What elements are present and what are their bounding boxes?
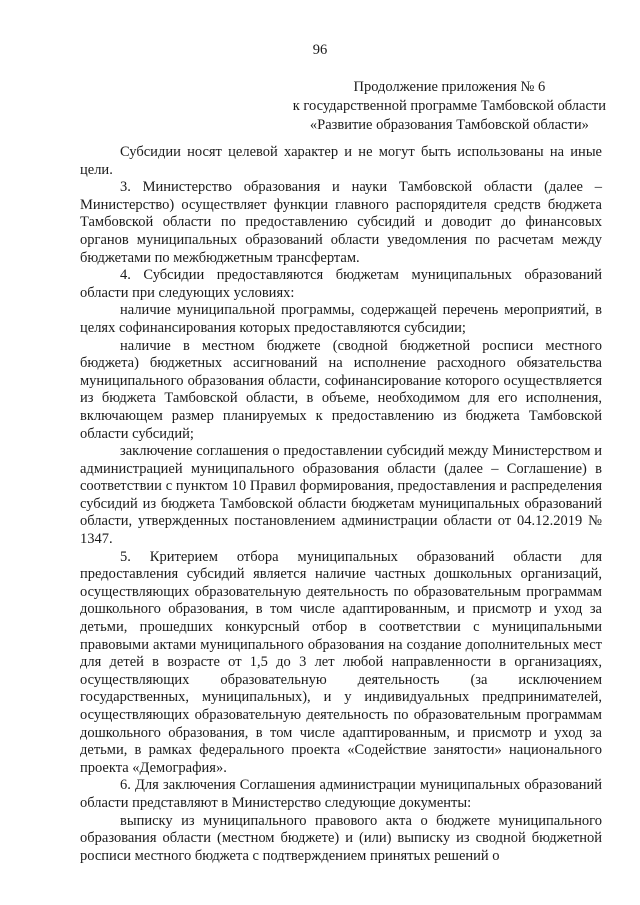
paragraph: 5. Критерием отбора муниципальных образований области для предоставления субсидий является наличие частных дошкольных организаций, осуществляющих образовательную деятельность по образовательным программам дошкольного образования, в том числе адаптированным, и присмотр и уход за детьми, прошедших конкурсный отбор в соответствии с муниципальными правовыми актами муниципального образования на создание дополнительных мест для детей в возрасте от 1,5 до 3 лет любой направленности в организациях, осуществляющих образовательную деятельность (за исключением государственных, муниципальных), и у индивидуальных предпринимателей, осуществляющих образовательную деятельность по образовательным программам дошкольного образования, в том числе адаптированным, и присмотр и уход за детьми, в рамках федерального проекта «Содействие занятости» национального проекта «Демография». xyxy=(80,548,602,776)
appendix-line-2: к государственной программе Тамбовской области xyxy=(292,98,606,114)
appendix-line-3: «Развитие образования Тамбовской области» xyxy=(309,117,589,133)
paragraph: наличие муниципальной программы, содержащей перечень мероприятий, в целях софинансирования которых предоставляются субсидии; xyxy=(80,302,602,336)
paragraph: наличие в местном бюджете (сводной бюджетной росписи местного бюджета) бюджетных ассигнований на исполнение расходного обязательства муниципального образования области, софинансирование которого осуществляется из бюджета Тамбовской области, в объеме, необходимом для его исполнения, включающем размер планируемых к предоставлению из бюджета Тамбовской области субсидий; xyxy=(80,337,602,442)
paragraph: 6. Для заключения Соглашения администрации муниципальных образований области представляют в Министерство следующие документы: xyxy=(80,777,602,811)
paragraph: 3. Министерство образования и науки Тамбовской области (далее – Министерство) осуществляет функции главного распорядителя средств бюджета Тамбовской области по предоставлению субсидий и доводит до финансовых органов муниципальных образований области уведомления по расчетам между бюджетами по межбюджетным трансфертам. xyxy=(80,179,602,266)
appendix-line-1: Продолжение приложения № 6 xyxy=(353,79,546,95)
paragraph: Субсидии носят целевой характер и не могут быть использованы на иные цели. xyxy=(80,144,602,178)
paragraph: 4. Субсидии предоставляются бюджетам муниципальных образований области при следующих условиях: xyxy=(80,267,602,301)
page-number: 96 xyxy=(312,42,328,58)
appendix-header xyxy=(293,78,606,135)
paragraph: выписку из муниципального правового акта о бюджете муниципального образования области (местном бюджете) и (или) выписку из сводной бюджетной росписи местного бюджета с подтверждением принятых решений о xyxy=(80,812,602,864)
paragraph: заключение соглашения о предоставлении субсидий между Министерством и администрацией муниципального образования области (далее – Соглашение) в соответствии с пунктом 10 Правил формирования, предоставления и распределения субсидий из бюджета Тамбовской области бюджетам муниципальных образований области, утвержденных постановлением администрации области от 04.12.2019 № 1347. xyxy=(80,443,602,548)
document-body xyxy=(80,144,602,865)
